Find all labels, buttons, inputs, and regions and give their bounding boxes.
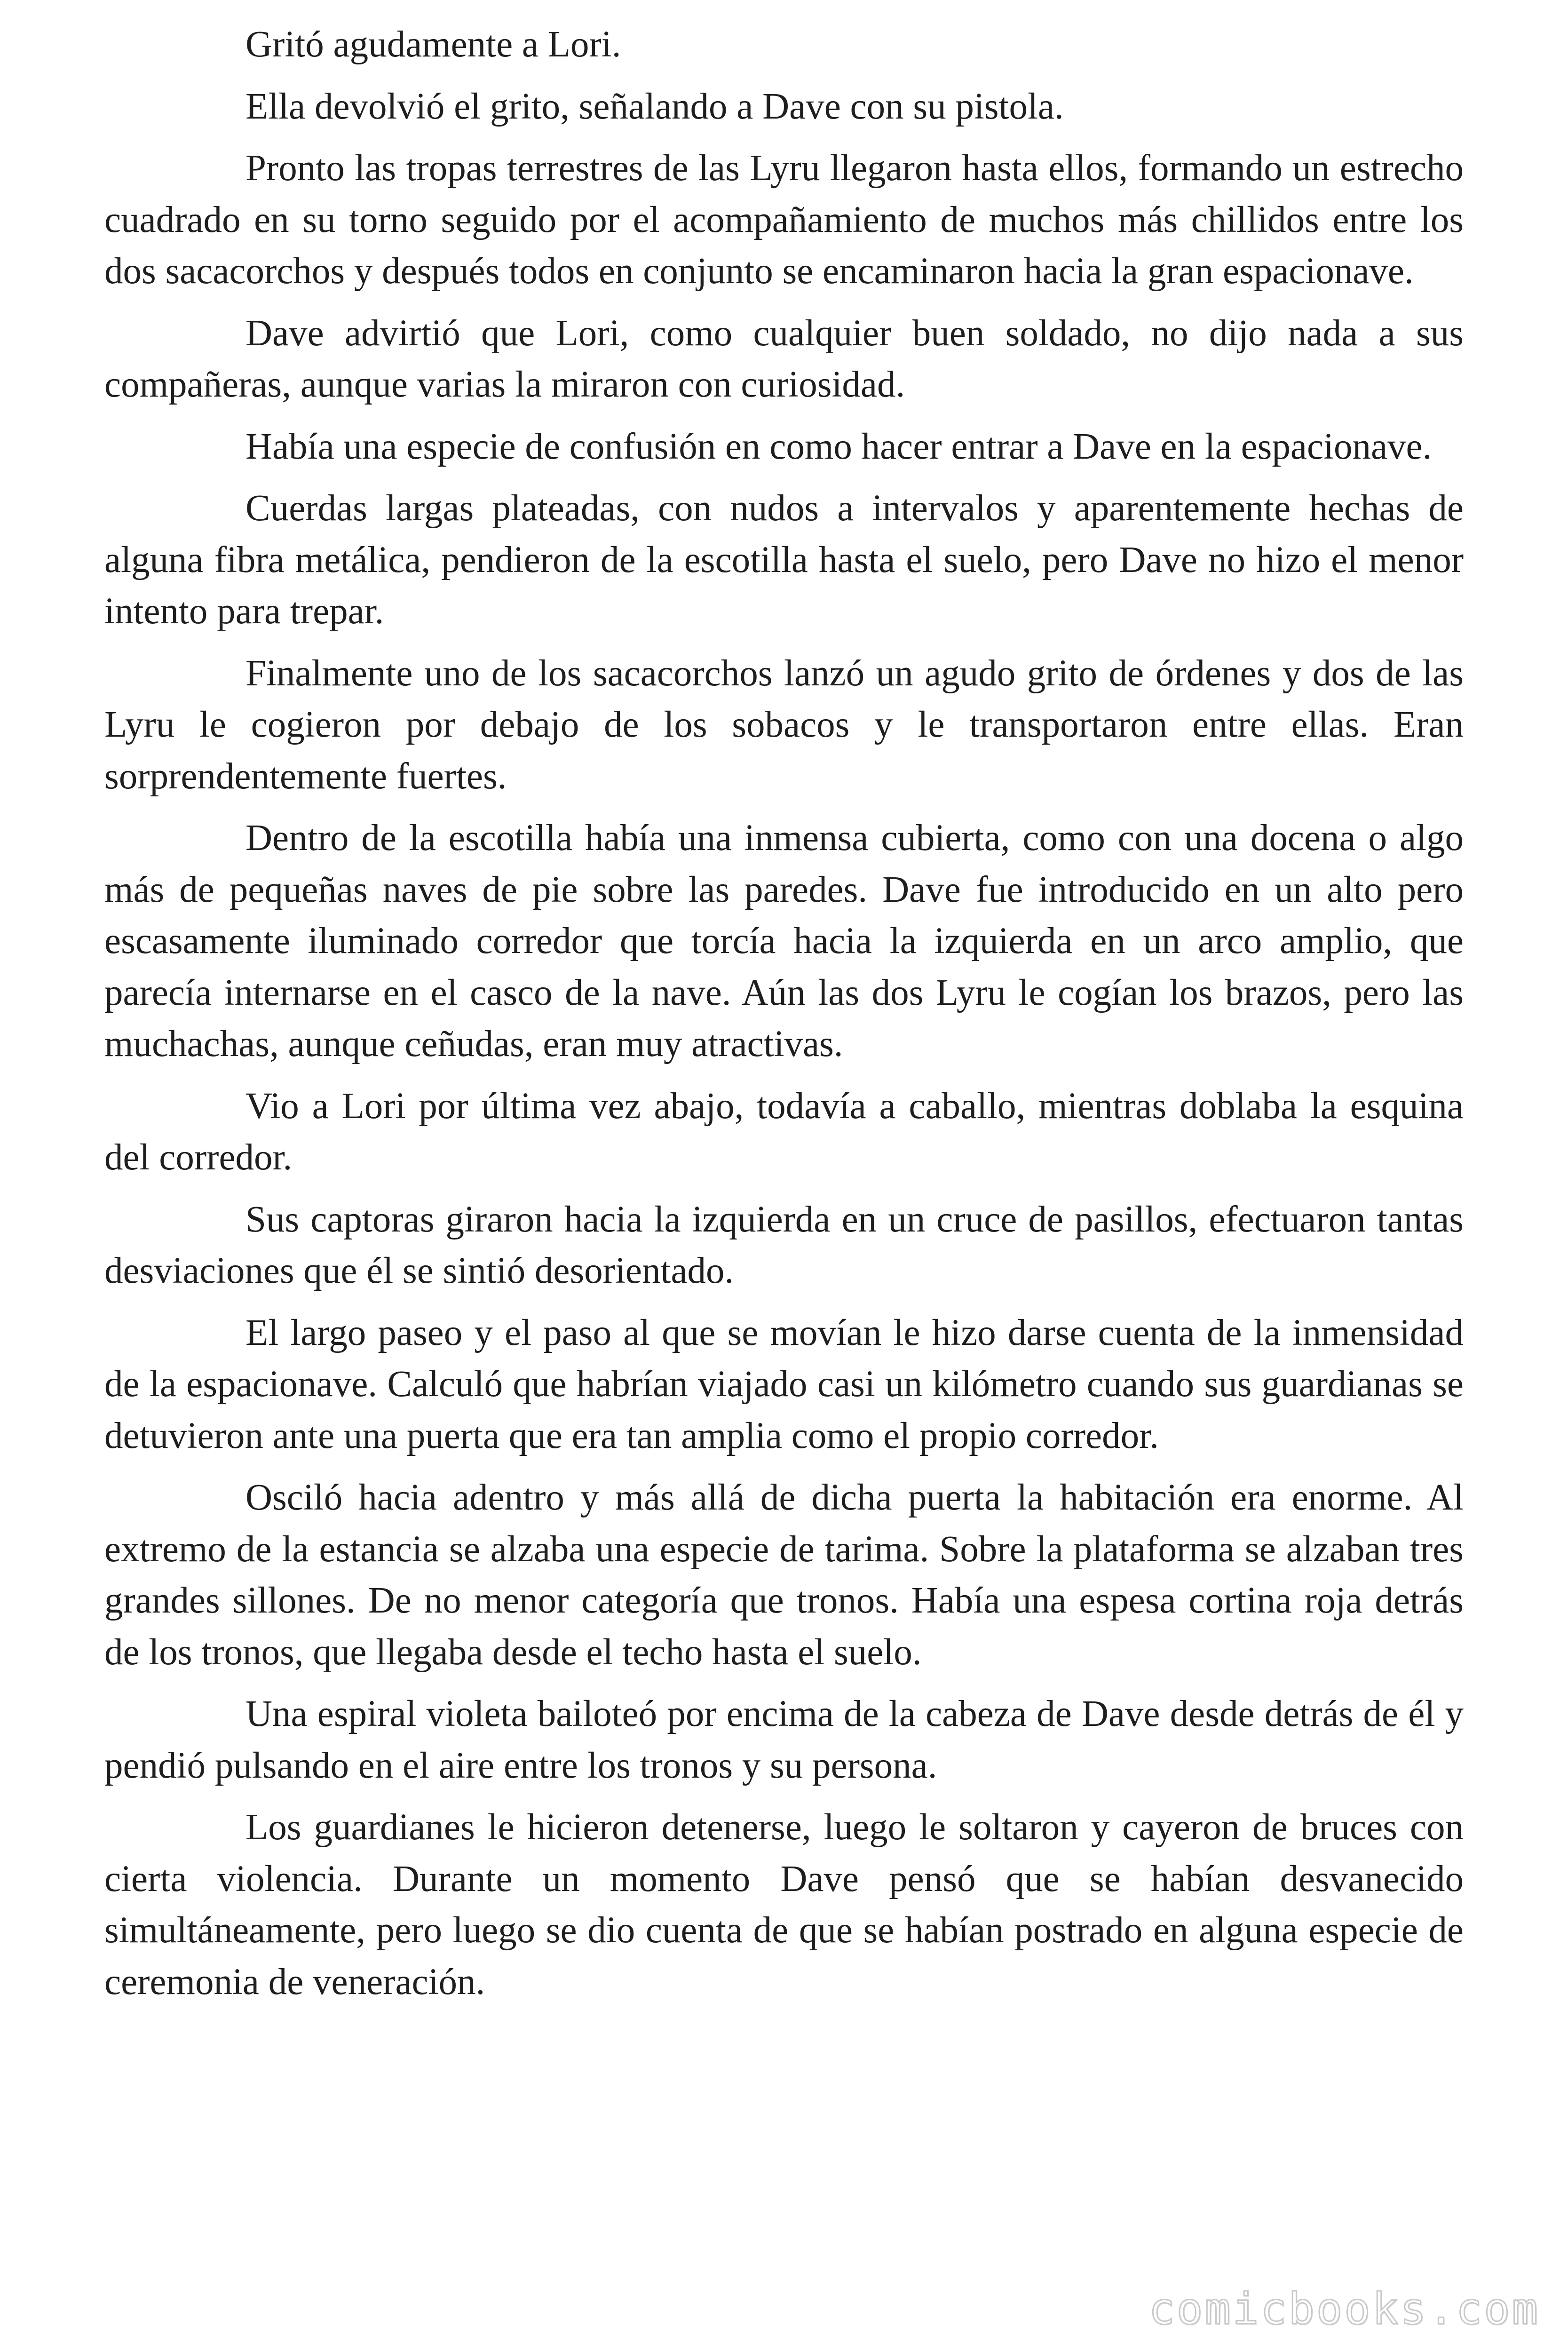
paragraph: Finalmente uno de los sacacorchos lanzó un agudo grito de órdenes y dos de las Lyru le cogieron por debajo de los sobacos y le transportaron entre ellas. Eran sorprendentemente fuertes. <box>104 652 1464 797</box>
paragraph: Dave advirtió que Lori, como cualquier buen soldado, no dijo nada a sus compañeras, aunque varias la miraron con curiosidad. <box>104 312 1464 405</box>
paragraph: Ella devolvió el grito, señalando a Dave con su pistola. <box>245 86 1064 127</box>
paragraph: Dentro de la escotilla había una inmensa cubierta, como con una docena o algo más de pequeñas naves de pie sobre las paredes. Dave fue introducido en un alto pero escasamente iluminado corredor que torcía hacia la izquierda en un arco amplio, que parecía internarse en el casco de la nave. Aún las dos Lyru le cogían los brazos, pero las muchachas, aunque ceñudas, eran muy atractivas. <box>104 818 1464 1065</box>
paragraph: Una espiral violeta bailoteó por encima de la cabeza de Dave desde detrás de él y pendió pulsando en el aire entre los tronos y su persona. <box>104 1693 1464 1786</box>
paragraph: Los guardianes le hicieron detenerse, luego le soltaron y cayeron de bruces con cierta violencia. Durante un momento Dave pensó que se habían desvanecido simultáneamente, pero luego se dio cuenta de que se habían postrado en alguna especie de ceremonia de veneración. <box>104 1807 1464 2002</box>
paragraph: Había una especie de confusión en como hacer entrar a Dave en la espacionave. <box>245 426 1432 467</box>
paragraph: Vio a Lori por última vez abajo, todavía a caballo, mientras doblaba la esquina del corredor. <box>104 1085 1464 1178</box>
watermark: comicbooks.com <box>1148 2284 1540 2334</box>
paragraph: Osciló hacia adentro y más allá de dicha puerta la habitación era enorme. Al extremo de la estancia se alzaba una especie de tarima. Sobre la plataforma se alzaban tres grandes sillones. De no menor categoría que tronos. Había una espesa cortina roja detrás de los tronos, que llegaba desde el techo hasta el suelo. <box>104 1477 1464 1673</box>
book-page-text <box>104 19 1464 2018</box>
paragraph: Cuerdas largas plateadas, con nudos a intervalos y aparentemente hechas de alguna fibra metálica, pendieron de la escotilla hasta el suelo, pero Dave no hizo el menor intento para trepar. <box>104 488 1464 632</box>
paragraph: Pronto las tropas terrestres de las Lyru llegaron hasta ellos, formando un estrecho cuadrado en su torno seguido por el acompañamiento de muchos más chillidos entre los dos sacacorchos y después todos en conjunto se encaminaron hacia la gran espacionave. <box>104 148 1464 292</box>
paragraph: Sus captoras giraron hacia la izquierda en un cruce de pasillos, efectuaron tantas desviaciones que él se sintió desorientado. <box>104 1199 1464 1291</box>
paragraph: El largo paseo y el paso al que se movían le hizo darse cuenta de la inmensidad de la espacionave. Calculó que habrían viajado casi un kilómetro cuando sus guardianas se detuvieron ante una puerta que era tan amplia como el propio corredor. <box>104 1312 1464 1456</box>
paragraph: Gritó agudamente a Lori. <box>245 24 621 65</box>
